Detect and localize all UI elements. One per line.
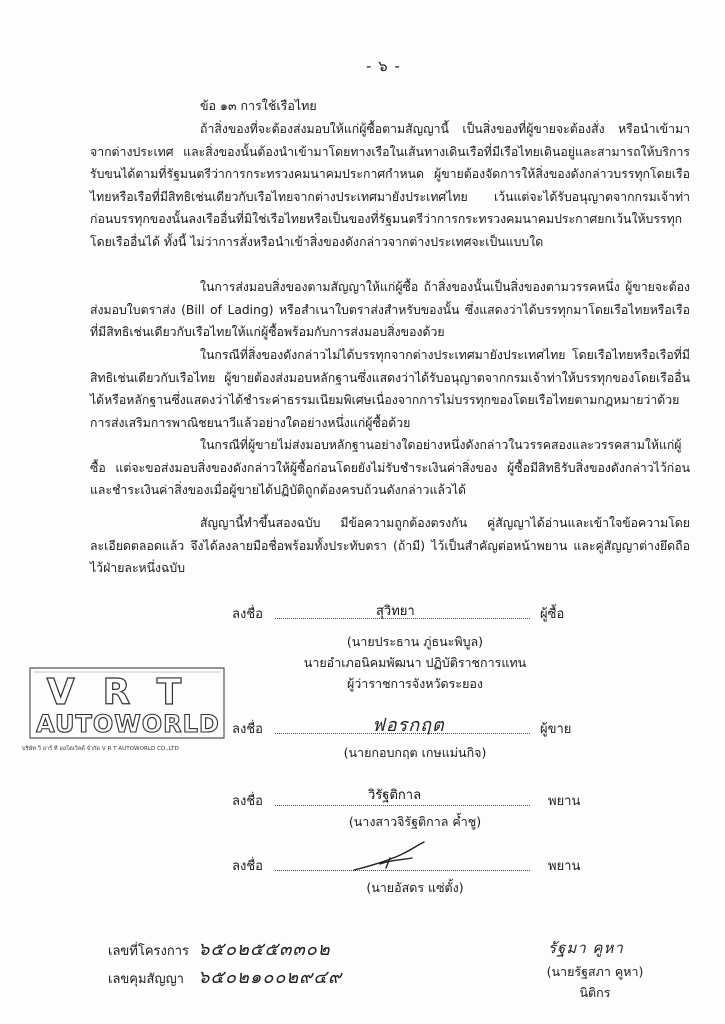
paragraph-2: ในการส่งมอบสิ่งของตามสัญญาให้แก่ผู้ซื้อ ถ้าสิ่งของนั้นเป็นสิ่งของตามวรรคหนึ่ง ผู้ขายจะต้องส่งมอบใบตราส่ง (Bill of Lading) หรือสำเนาใบตราส่งสำหรับของนั้น ซึ่งแสดงว่าได้บรรทุกมาโดยเรือไทยหรือเรือที่มีสิทธิเช่นเดียวกับเรือไทยให้แก่ผู้ซื้อพร้อมกับการส่งมอบสิ่งของด้วย [90, 280, 690, 339]
witness2-signature [350, 840, 430, 874]
seller-role: ผู้ขาย [540, 722, 572, 737]
legal-officer-title: นิติกร [579, 985, 611, 1000]
buyer-sign-label: ลงชื่อ [232, 607, 263, 622]
project-number-label: เลขที่โครงการ [108, 944, 190, 959]
witness2-role: พยาน [548, 859, 581, 874]
buyer-name: (นายประธาน ภู่ธนะพิบูล) [346, 634, 484, 649]
contract-number-label: เลขคุมสัญญา [108, 972, 184, 987]
contract-number-value: ๖๕๐๒๑๐๐๒๙๔๙ [198, 967, 343, 988]
stamp-logo-bottom: AUTOWORLD [36, 710, 220, 738]
buyer-signature: สุวิทยา [376, 604, 415, 619]
seller-signature: ฟอรกฤต [372, 715, 445, 736]
paragraph-4: ในกรณีที่ผู้ขายไม่ส่งมอบหลักฐานอย่างใดอย่างหนึ่งดังกล่าวในวรรคสองและวรรคสามให้แก่ผู้ซื้อ แต่จะขอส่งมอบสิ่งของดังกล่าวให้ผู้ซื้อก่อนโดยยังไม่รับชำระเงินค่าสิ่งของ ผู้ซื้อมีสิทธิรับสิ่งของดังกล่าวไว้ก่อนและชำระเงินค่าสิ่งของเมื่อผู้ขายได้ปฏิบัติถูกต้องครบถ้วนดังกล่าวแล้วได้ [90, 438, 690, 497]
buyer-title-2: ผู้ว่าราชการจังหวัดระยอง [346, 676, 484, 691]
paragraph-5: สัญญานี้ทำขึ้นสองฉบับ มีข้อความถูกต้องตรงกัน คู่สัญญาได้อ่านและเข้าใจข้อความโดยละเอียดตลอดแล้ว จึงได้ลงลายมือชื่อพร้อมทั้งประทับตรา (ถ้ามี) ไว้เป็นสำคัญต่อหน้าพยาน และคู่สัญญาต่างยึดถือไว้ฝ่ายละหนึ่งฉบับ [90, 516, 690, 575]
company-logo-graphic [24, 662, 232, 744]
witness1-name: (นางสาวจิรัฐติกาล ค้ำชู) [348, 814, 482, 829]
buyer-role: ผู้ซื้อ [540, 607, 565, 622]
stamp-caption: บริษัท วี อาร์ ที ออโตเวิลด์ จำกัด V R T AUTOWORLD CO.,LTD [22, 746, 179, 752]
witness1-role: พยาน [548, 794, 581, 809]
page-number: - ๖ - [366, 57, 401, 75]
legal-officer-signature: รัฐมา คูหา [548, 939, 624, 957]
paragraph-1: ถ้าสิ่งของที่จะต้องส่งมอบให้แก่ผู้ซื้อตามสัญญานี้ เป็นสิ่งของที่ผู้ขายจะต้องสั่ง หรือนำเข้ามาจากต่างประเทศ และสิ่งของนั้นต้องนำเข้ามาโดยทางเรือในเส้นทางเดินเรือที่มีเรือไทยเดินอยู่และสามารถให้บริการรับขนได้ตามที่รัฐมนตรีว่าการกระทรวงคมนาคมประกาศกำหนด ผู้ขายต้องจัดการให้สิ่งของดังกล่าวบรรทุกโดยเรือไทยหรือเรือที่มีสิทธิเช่นเดียวกับเรือไทยจากต่างประเทศมายังประเทศไทย เว้นแต่จะได้รับอนุญาตจากกรมเจ้าท่าก่อนบรรทุกของนั้นลงเรืออื่นที่มิใช่เรือไทยหรือเป็นของที่รัฐมนตรีว่าการกระทรวงคมนาคมประกาศยกเว้นให้บรรทุกโดยเรืออื่นได้ ทั้งนี้ ไม่ว่าการสั่งหรือนำเข้าสิ่งของดังกล่าวจากต่างประเทศจะเป็นแบบใด [90, 122, 690, 249]
paragraph-3: ในกรณีที่สิ่งของดังกล่าวไม่ได้บรรทุกจากต่างประเทศมายังประเทศไทย โดยเรือไทยหรือเรือที่มีสิทธิเช่นเดียวกับเรือไทย ผู้ขายต้องส่งมอบหลักฐานซึ่งแสดงว่าได้รับอนุญาตจากกรมเจ้าท่าให้บรรทุกของโดยเรืออื่นได้หรือหลักฐานซึ่งแสดงว่าได้ชำระค่าธรรมเนียมพิเศษเนื่องจากการไม่บรรทุกของโดยเรือไทยตามกฎหมายว่าด้วยการส่งเสริมการพาณิชยนาวีแล้วอย่างใดอย่างหนึ่งแก่ผู้ซื้อด้วย [90, 348, 690, 430]
clause-heading: ข้อ ๑๓ การใช้เรือไทย [200, 98, 317, 113]
witness2-sign-label: ลงชื่อ [232, 859, 263, 874]
witness1-sign-label: ลงชื่อ [232, 794, 263, 809]
seller-name: (นายกอบกฤต เกษแม่นกิจ) [343, 745, 487, 760]
company-stamp [24, 662, 232, 744]
witness2-name: (นายอัสดร แซ่ตั้ง) [366, 880, 464, 895]
witness1-signature: วิรัฐติกาล [368, 788, 422, 803]
buyer-title-1: นายอำเภอนิคมพัฒนา ปฏิบัติราชการแทน [303, 655, 527, 670]
seller-sign-label: ลงชื่อ [232, 722, 263, 737]
legal-officer-name: (นายรัฐสภา คูหา) [546, 964, 644, 979]
project-number-value: ๖๕๐๒๕๕๓๓๐๒ [198, 939, 331, 960]
stamp-logo-top: VRT [46, 672, 210, 713]
witness1-dotted-line [275, 805, 530, 806]
